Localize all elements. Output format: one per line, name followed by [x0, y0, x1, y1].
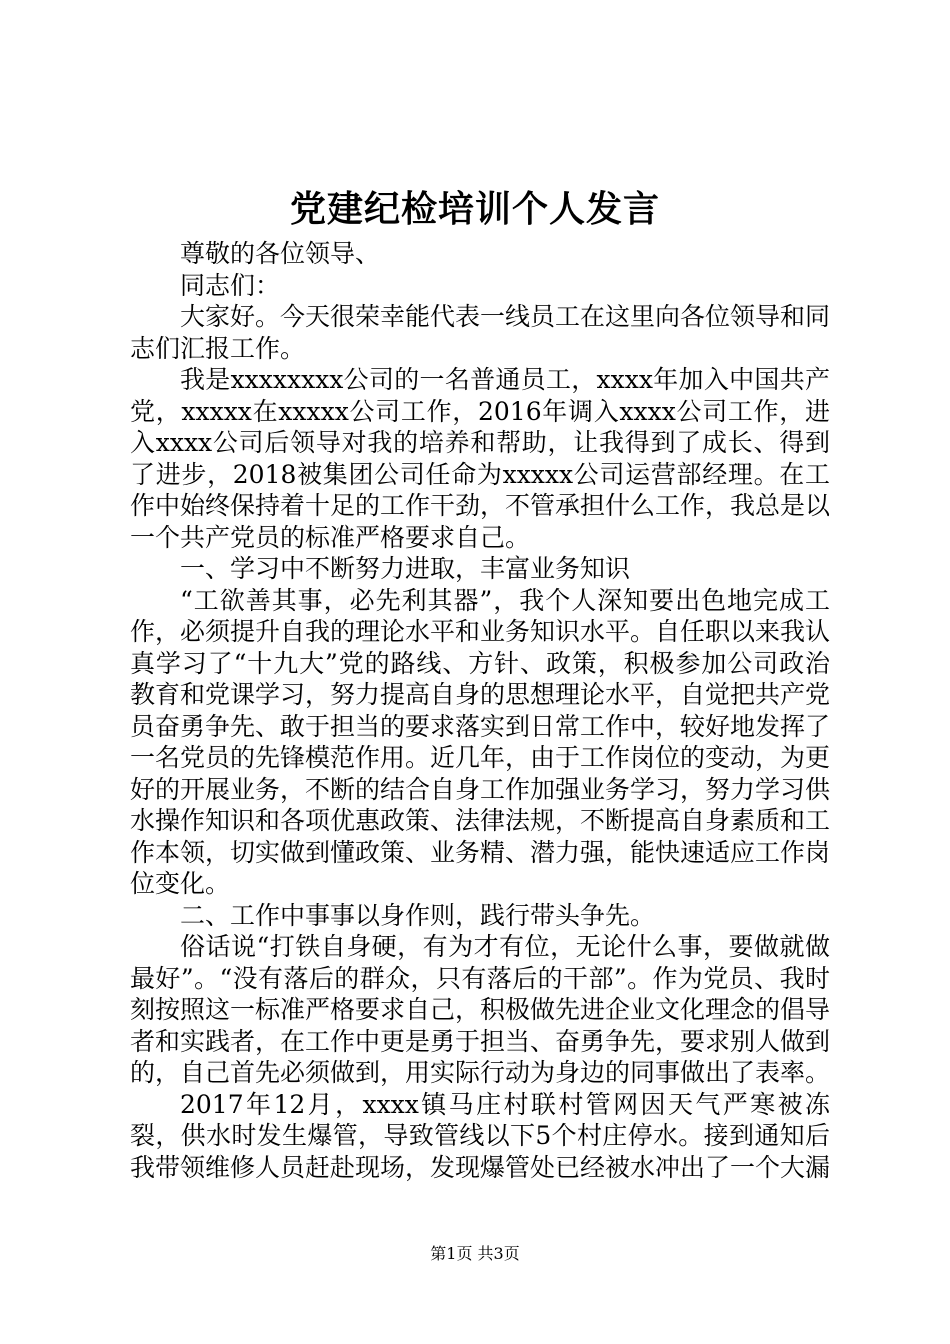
paragraph-greeting: 大家好。今天很荣幸能代表一线员工在这里向各位领导和同志们汇报工作。	[130, 302, 831, 363]
document-body	[130, 238, 830, 1183]
paragraph-example: 俗话说“打铁自身硬，有为才有位，无论什么事，要做就做最好”。“没有落后的群众，只有落后的干部”。作为党员、我时刻按照这一标准严格要求自己，积极做先进企业文化理念的倡导者和实践者，在工作中更是勇于担当、奋勇争先，要求别人做到的，自己首先必须做到，用实际行动为身边的同事做出了表率。	[130, 932, 831, 1087]
paragraph-introduction: 我是xxxxxxxx公司的一名普通员工，xxxx年加入中国共产党，xxxxx在xxxxx公司工作，2016年调入xxxx公司工作，进入xxxx公司后领导对我的培养和帮助，让我得到了成长、得到了进步，2018被集团公司任命为xxxxx公司运营部经理。在工作中始终保持着十足的工作干劲，不管承担什么工作，我总是以一个共产党员的标准严格要求自己。	[130, 365, 831, 552]
section-heading-1: 一、学习中不断努力进取，丰富业务知识	[180, 554, 631, 583]
page-number-footer: 第1页 共3页	[430, 1244, 520, 1263]
salutation-line-1: 尊敬的各位领导、	[180, 239, 381, 268]
salutation-line-2: 同志们：	[180, 270, 281, 300]
section-heading-2: 二、工作中事事以身作则，践行带头争先。	[180, 900, 656, 930]
paragraph-study: “工欲善其事，必先利其器”，我个人深知要出色地完成工作，必须提升自我的理论水平和业务知识水平。自任职以来我认真学习了“十九大”党的路线、方针、政策，积极参加公司政治教育和党课学习，努力提高自身的思想理论水平，自觉把共产党员奋勇争先、敢于担当的要求落实到日常工作中，较好地发挥了一名党员的先锋模范作用。近几年，由于工作岗位的变动，为更好的开展业务，不断的结合自身工作加强业务学习，努力学习供水操作知识和各项优惠政策、法律法规，不断提高自身素质和工作本领，切实做到懂政策、业务精、潜力强，能快速适应工作岗位变化。	[130, 585, 831, 898]
document-title: 党建纪检培训个人发言	[289, 188, 660, 230]
paragraph-incident: 2017年12月，xxxx镇马庄村联村管网因天气严寒被冻裂，供水时发生爆管，导致管线以下5个村庄停水。接到通知后我带领维修人员赶赴现场，发现爆管处已经被水冲出了一个大漏	[130, 1089, 831, 1182]
